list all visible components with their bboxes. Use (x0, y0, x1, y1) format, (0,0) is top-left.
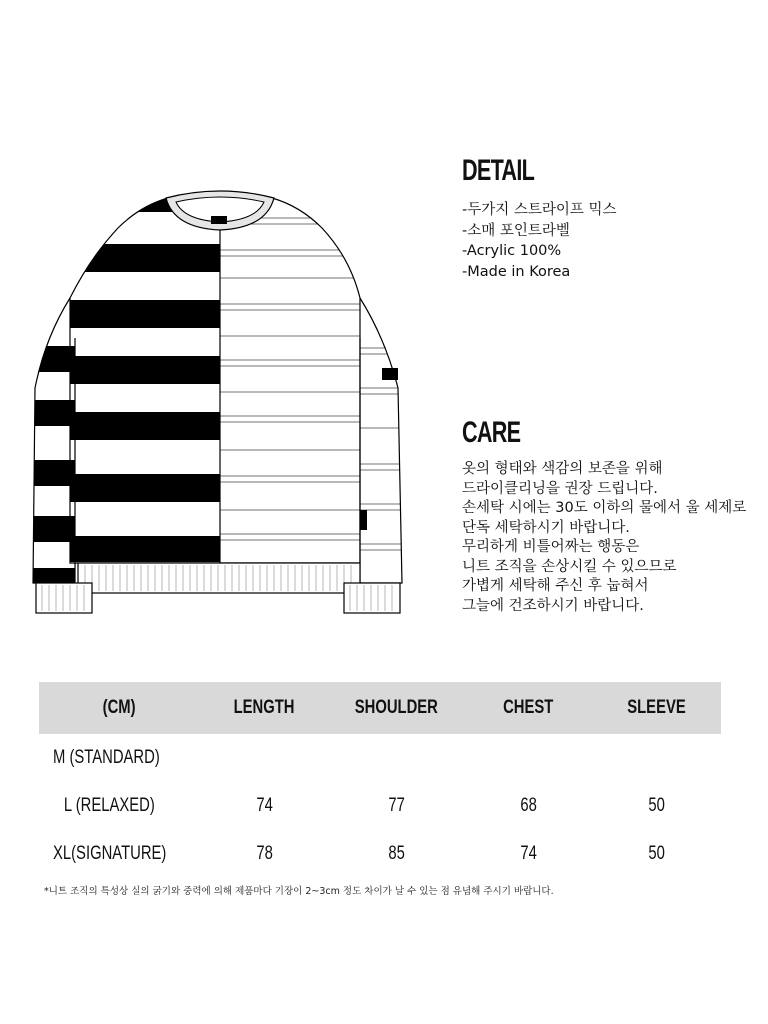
table-row (39, 734, 721, 782)
size-label-cell: M (STANDARD) (53, 747, 160, 768)
footnote: *니트 조직의 특성상 실의 굵기와 중력에 의해 제품마다 기장이 2~3cm 정도 차이가 날 수 있는 점 유념해 주시기 바랍니다. (44, 886, 554, 897)
detail-title: DETAIL (462, 154, 535, 187)
table-cell: 50 (648, 843, 665, 864)
header-cell-length: LENGTH (199, 682, 329, 734)
care-line: 단독 세탁하시기 바랍니다. (462, 519, 630, 536)
table-cell: 85 (388, 843, 405, 864)
table-cell (329, 734, 464, 782)
size-label-cell: L (RELAXED) (63, 795, 155, 816)
care-list (462, 460, 746, 616)
header-cell-cm: (CM) (39, 682, 199, 734)
care-line: 가볍게 세탁해 주신 후 눕혀서 (462, 578, 649, 594)
detail-line: -소매 포인트라벨 (462, 222, 570, 239)
table-row (39, 782, 721, 830)
right-body-stripes (220, 218, 370, 540)
size-label-cell: XL(SIGNATURE) (53, 843, 167, 864)
left-body-stripes (30, 198, 220, 562)
table-cell (592, 734, 721, 782)
care-line: 드라이클리닝을 권장 드립니다. (462, 480, 658, 497)
sleeve-point-label (382, 368, 398, 380)
table-cell (464, 734, 592, 782)
care-line: 손세탁 시에는 30도 이하의 물에서 울 세제로 (462, 500, 747, 516)
detail-line: -Acrylic 100% (462, 243, 562, 259)
body-point-label (360, 510, 367, 530)
table-cell: 78 (255, 843, 273, 864)
header-cell-chest: CHEST (464, 682, 592, 734)
size-table-header (39, 682, 721, 734)
table-cell: 74 (519, 843, 537, 864)
neck-label (211, 216, 227, 224)
header-cell-sleeve: SLEEVE (592, 682, 721, 734)
care-line: 니트 조직을 손상시킬 수 있으므로 (462, 558, 677, 575)
care-line: 그늘에 건조하시기 바랍니다. (462, 597, 644, 614)
care-title: CARE (462, 416, 521, 449)
table-cell: 50 (648, 795, 665, 816)
table-cell: 68 (519, 795, 537, 816)
size-table (39, 682, 721, 878)
detail-line: -Made in Korea (462, 263, 571, 280)
table-cell: 74 (255, 795, 273, 816)
table-cell (199, 734, 329, 782)
header-cell-shoulder: SHOULDER (329, 682, 464, 734)
table-row (39, 830, 721, 878)
detail-list (462, 200, 617, 282)
detail-line: -두가지 스트라이프 믹스 (462, 202, 617, 218)
care-line: 무리하게 비틀어짜는 행동은 (462, 539, 640, 555)
care-line: 옷의 형태와 색감의 보존을 위해 (462, 461, 663, 477)
sweater-illustration (30, 188, 410, 618)
table-cell: 77 (388, 795, 405, 816)
